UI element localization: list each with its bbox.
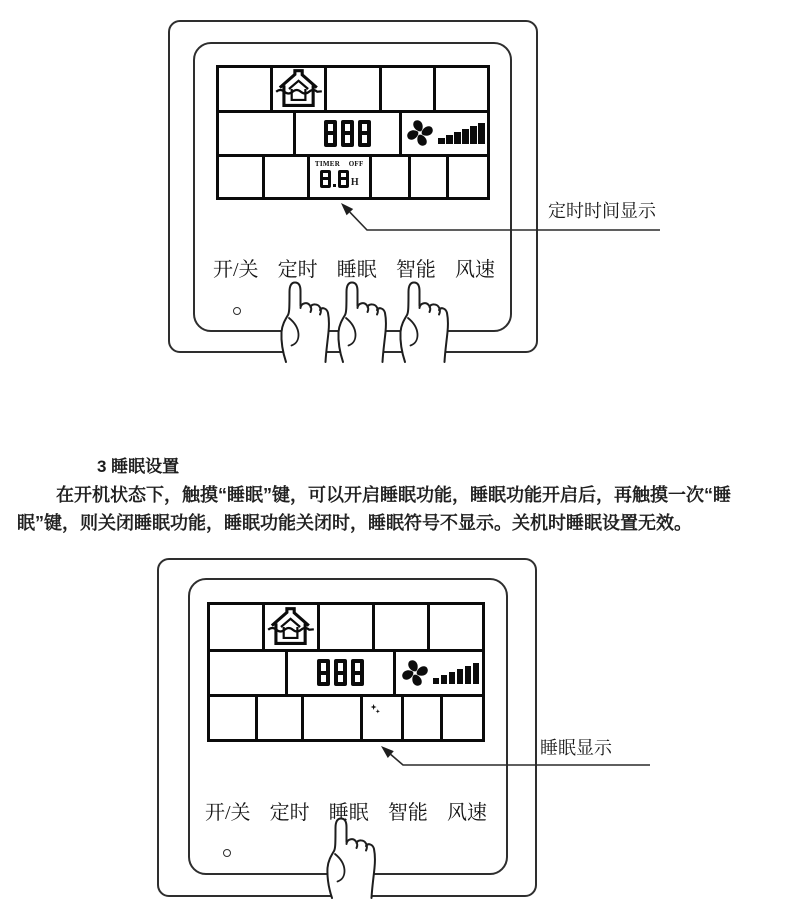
timer-digits	[320, 170, 349, 188]
main-digits-display	[288, 652, 392, 694]
fan-speed-display	[396, 652, 482, 694]
power-key: 开/关	[213, 259, 259, 281]
lcd-cell	[382, 68, 433, 110]
controller-panel-top	[168, 20, 538, 353]
lcd-cell	[411, 157, 446, 197]
pointing-hand-icon	[272, 280, 330, 364]
timer-unit: H	[350, 176, 359, 188]
sleep-callout-label: 睡眠显示	[540, 738, 612, 758]
lcd-cell-house	[265, 605, 317, 649]
seven-segment-digits	[324, 120, 371, 147]
pointing-hand-icon	[318, 816, 376, 900]
lcd-cell	[219, 157, 262, 197]
indicator-led	[223, 849, 231, 857]
lcd-cell	[372, 157, 409, 197]
lcd-cell	[443, 697, 482, 739]
section-heading: 3 睡眠设置	[97, 457, 180, 476]
lcd-cell	[210, 697, 255, 739]
lcd-cell	[449, 157, 487, 197]
lcd-cell	[327, 68, 378, 110]
lcd-cell	[258, 697, 301, 739]
lcd-cell-house	[273, 68, 324, 110]
indicator-led	[233, 307, 241, 315]
sleep-moon-icon	[368, 703, 396, 733]
lcd-cell	[210, 605, 262, 649]
house-ventilation-icon	[267, 606, 315, 648]
lcd-display	[216, 65, 490, 200]
body-text-line-2: 眠”键，则关闭睡眠功能，睡眠功能关闭时，睡眠符号不显示。关机时睡眠设置无效。	[17, 513, 692, 533]
fan-icon	[399, 657, 431, 689]
lcd-cell	[265, 157, 307, 197]
timer-label: TIMER	[314, 159, 341, 168]
lcd-cell	[436, 68, 487, 110]
body-text-line-1: 在开机状态下，触摸“睡眠”键，可以开启睡眠功能，睡眠功能开启后，再触摸一次“睡	[56, 485, 731, 505]
controller-panel-bottom	[157, 558, 537, 897]
lcd-cell	[375, 605, 427, 649]
timer-state-label: OFF	[348, 159, 364, 168]
pointing-hand-icon	[391, 280, 449, 364]
lcd-cell	[320, 605, 372, 649]
seven-segment-digits	[317, 659, 364, 686]
main-digits-display	[296, 113, 399, 153]
fan-speed-bars	[438, 122, 485, 144]
house-ventilation-icon	[275, 68, 323, 110]
fan-icon	[404, 117, 436, 149]
lcd-cell	[404, 697, 440, 739]
timer-callout-label: 定时时间显示	[548, 201, 656, 221]
lcd-cell	[219, 113, 293, 153]
pointing-hand-icon	[329, 280, 387, 364]
lcd-cell	[210, 652, 285, 694]
sleep-indicator-cell	[363, 697, 401, 739]
lcd-cell	[304, 697, 360, 739]
lcd-cell	[430, 605, 482, 649]
timer-display	[310, 157, 369, 197]
lcd-display	[207, 602, 485, 742]
lcd-cell	[219, 68, 270, 110]
fan-speed-key: 风速	[455, 259, 495, 281]
fan-speed-bars	[433, 662, 480, 684]
smart-key: 智能	[395, 259, 436, 281]
timer-key: 定时	[269, 802, 310, 824]
fan-speed-key: 风速	[447, 802, 487, 824]
fan-speed-display	[402, 113, 487, 153]
timer-key: 定时	[277, 259, 318, 281]
power-key: 开/关	[205, 802, 251, 824]
sleep-key: 睡眠	[328, 802, 369, 824]
touch-key-row	[213, 253, 495, 282]
sleep-key: 睡眠	[336, 259, 377, 281]
smart-key: 智能	[387, 802, 428, 824]
